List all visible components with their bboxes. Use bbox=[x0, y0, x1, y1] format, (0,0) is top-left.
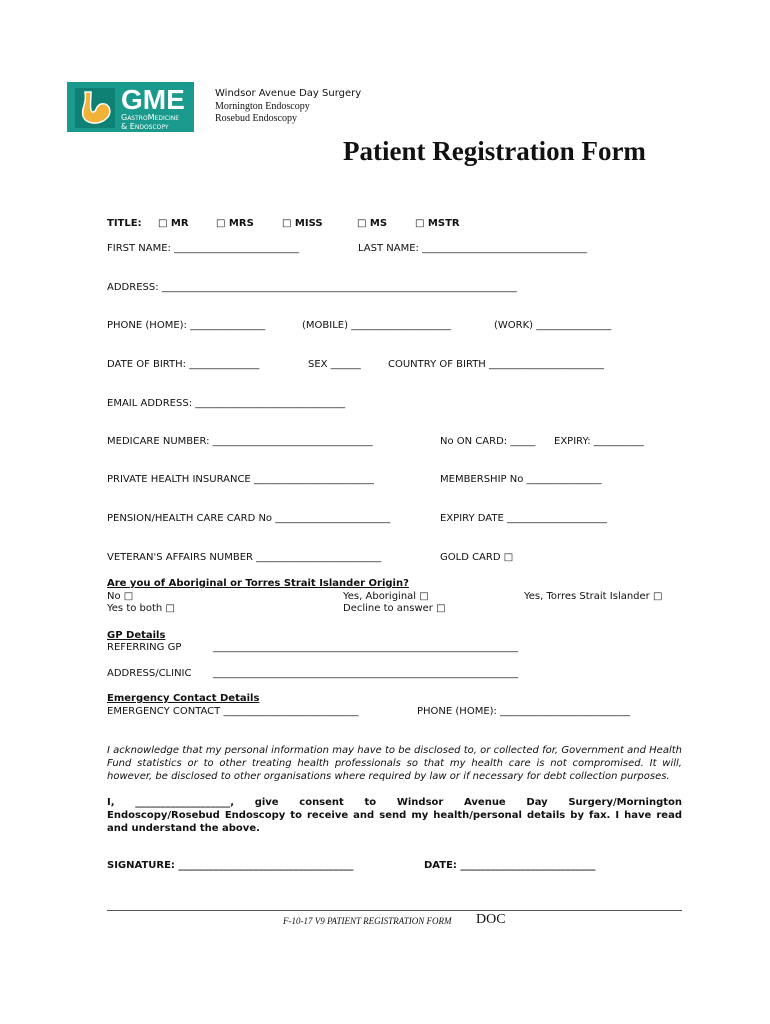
aboriginal-decline[interactable]: Decline to answer □ bbox=[343, 603, 446, 614]
form-title: Patient Registration Form bbox=[343, 136, 646, 166]
consent-block bbox=[107, 796, 682, 835]
emergency-phone-field[interactable]: PHONE (HOME): __________________________ bbox=[417, 706, 631, 717]
date-field[interactable]: DATE: ___________________________ bbox=[424, 860, 596, 871]
gold-card-checkbox[interactable]: GOLD CARD □ bbox=[440, 552, 514, 563]
first-name-field[interactable]: FIRST NAME: _________________________ bbox=[107, 243, 300, 254]
dob-field[interactable]: DATE OF BIRTH: ______________ bbox=[107, 359, 260, 370]
title-label: TITLE: bbox=[107, 218, 142, 229]
pension-card-field[interactable]: PENSION/HEALTH CARE CARD No _______________________ bbox=[107, 513, 391, 524]
title-option-mrs[interactable]: □ MRS bbox=[216, 218, 254, 229]
sex-field[interactable]: SEX ______ bbox=[308, 359, 361, 370]
referring-gp-field[interactable]: _____________________________________________________________ bbox=[213, 642, 518, 653]
title-option-mr[interactable]: □ MR bbox=[158, 218, 189, 229]
consent-line-1[interactable]: I, ___________________, give consent to Windsor Avenue Day Surgery/Mornington bbox=[107, 797, 682, 808]
logo-subtitle-2: & Endoscopy bbox=[121, 122, 169, 131]
acknowledgement-text: I acknowledge that my personal information may have to be disclosed to, or collected for, Government and Health Fund statistics or to other treating health professionals so that my health care is not compromised. It will, however, be disclosed to other organisations where required by law or if necessary for debt collection purposes. bbox=[107, 745, 682, 782]
footer-suffix: DOC bbox=[476, 912, 506, 927]
email-field[interactable]: EMAIL ADDRESS: ______________________________ bbox=[107, 398, 346, 409]
last-name-field[interactable]: LAST NAME: _________________________________ bbox=[358, 243, 588, 254]
private-health-field[interactable]: PRIVATE HEALTH INSURANCE ________________________ bbox=[107, 474, 374, 485]
aboriginal-no[interactable]: No □ bbox=[107, 591, 134, 602]
referring-gp-label: REFERRING GP bbox=[107, 642, 182, 653]
no-on-card-field[interactable]: No ON CARD: _____ bbox=[440, 436, 536, 447]
phone-mobile-field[interactable]: (MOBILE) ____________________ bbox=[302, 320, 452, 331]
gp-address-label: ADDRESS/CLINIC bbox=[107, 668, 192, 679]
org-line-1: Windsor Avenue Day Surgery bbox=[215, 88, 362, 99]
aboriginal-yes-both[interactable]: Yes to both □ bbox=[107, 603, 175, 614]
logo-subtitle-1: GastroMedicine bbox=[121, 113, 179, 122]
title-option-ms[interactable]: □ MS bbox=[357, 218, 388, 229]
logo-text: GME bbox=[121, 84, 185, 115]
aboriginal-yes-tsi[interactable]: Yes, Torres Strait Islander □ bbox=[524, 591, 663, 602]
membership-field[interactable]: MEMBERSHIP No _______________ bbox=[440, 474, 602, 485]
phone-home-field[interactable]: PHONE (HOME): _______________ bbox=[107, 320, 266, 331]
emergency-contact-field[interactable]: EMERGENCY CONTACT ___________________________ bbox=[107, 706, 359, 717]
title-option-mstr[interactable]: □ MSTR bbox=[415, 218, 460, 229]
signature-field[interactable]: SIGNATURE: ___________________________________ bbox=[107, 860, 354, 871]
gp-heading: GP Details bbox=[107, 630, 166, 641]
pension-expiry-field[interactable]: EXPIRY DATE ____________________ bbox=[440, 513, 607, 524]
org-line-3: Rosebud Endoscopy bbox=[215, 113, 297, 124]
country-of-birth-field[interactable]: COUNTRY OF BIRTH _______________________ bbox=[388, 359, 604, 370]
medicare-expiry-field[interactable]: EXPIRY: __________ bbox=[554, 436, 644, 447]
gp-address-field[interactable]: _____________________________________________________________ bbox=[213, 668, 518, 679]
phone-work-field[interactable]: (WORK) _______________ bbox=[494, 320, 612, 331]
consent-line-rest: Endoscopy/Rosebud Endoscopy to receive and send my health/personal details by fax. I have read and understand the above. bbox=[107, 810, 682, 834]
emergency-heading: Emergency Contact Details bbox=[107, 693, 260, 704]
title-option-miss[interactable]: □ MISS bbox=[282, 218, 323, 229]
footer-code: F-10-17 V9 PATIENT REGISTRATION FORM bbox=[283, 916, 452, 926]
veterans-field[interactable]: VETERAN'S AFFAIRS NUMBER _________________________ bbox=[107, 552, 382, 563]
aboriginal-yes-aboriginal[interactable]: Yes, Aboriginal □ bbox=[343, 591, 429, 602]
footer-divider bbox=[107, 910, 682, 911]
gme-logo bbox=[67, 82, 194, 132]
medicare-number-field[interactable]: MEDICARE NUMBER: ________________________________ bbox=[107, 436, 373, 447]
aboriginal-question: Are you of Aboriginal or Torres Strait Islander Origin? bbox=[107, 578, 409, 589]
address-field[interactable]: ADDRESS: _______________________________________________________________________ bbox=[107, 282, 517, 293]
org-line-2: Mornington Endoscopy bbox=[215, 101, 310, 112]
